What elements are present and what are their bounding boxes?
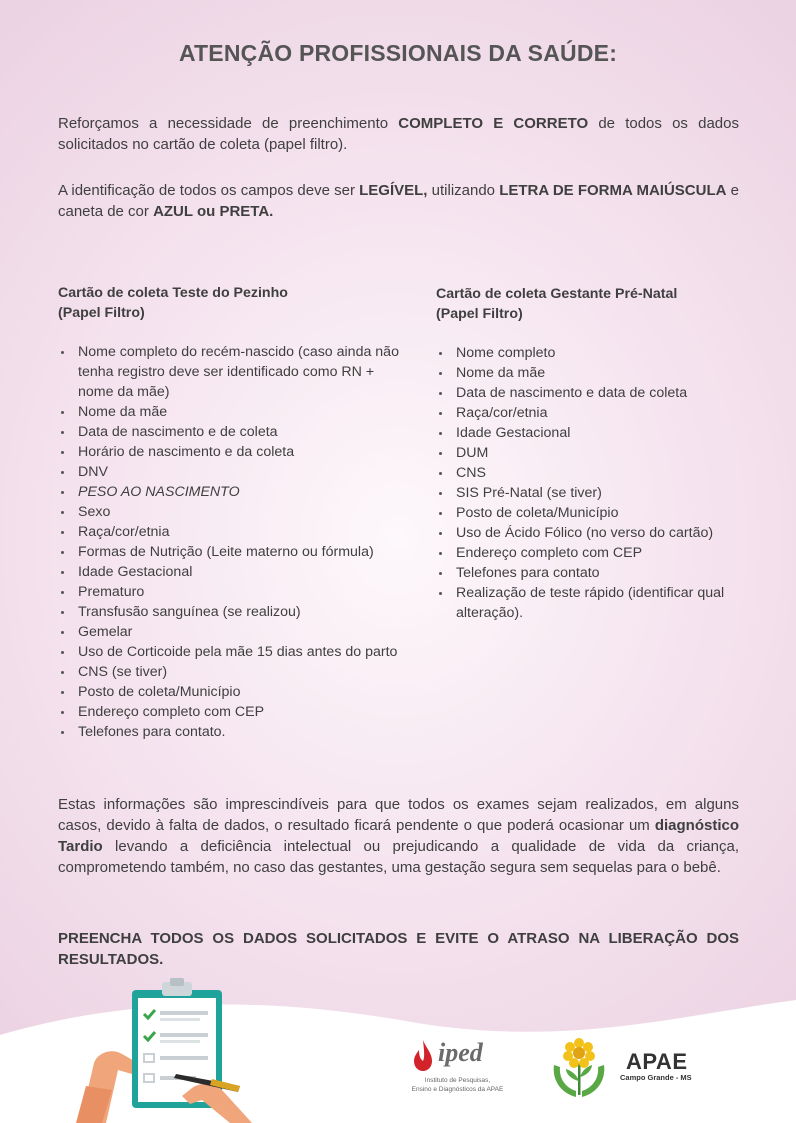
list-item: Nome da mãe [58, 402, 403, 422]
intro1-text: Reforçamos a necessidade de preenchimento [58, 115, 399, 132]
apae-logo [550, 1035, 710, 1100]
list-item: Horário de nascimento e da coleta [58, 442, 403, 462]
apae-flower-hands-icon [550, 1035, 608, 1099]
call-to-action: PREENCHA TODOS OS DADOS SOLICITADOS E EVITE O ATRASO NA LIBERAÇÃO DOS RESULTADOS. [58, 930, 739, 968]
list-item: Idade Gestacional [436, 423, 746, 443]
card-title-line: Cartão de coleta Gestante Pré-Natal [436, 286, 678, 302]
list-item: PESO AO NASCIMENTO [58, 482, 403, 502]
intro2-text: A identificação de todos os campos deve ser [58, 182, 360, 199]
list-item: Data de nascimento e data de coleta [436, 383, 746, 403]
apae-city: Campo Grande - MS [620, 1073, 692, 1082]
list-item: Uso de Corticoide pela mãe 15 dias antes do parto [58, 642, 403, 662]
closing-text-end: levando a deficiência intelectual ou prejudicando a qualidade de vida da criança, comprometendo também, no caso das gestantes, uma gestação segura sem sequelas para o bebê. [58, 838, 739, 876]
list-item: CNS [436, 463, 746, 483]
iped-logo [400, 1038, 515, 1103]
page-title: ATENÇÃO PROFISSIONAIS DA SAÚDE: [178, 40, 618, 66]
list-item: Raça/cor/etnia [58, 522, 403, 542]
list-item: Idade Gestacional [58, 562, 403, 582]
list-item: CNS (se tiver) [58, 662, 403, 682]
intro2-text: e caneta de cor [58, 182, 739, 220]
list-item: Nome completo do recém-nascido (caso ainda não tenha registro deve ser identificado como RN + nome da mãe) [58, 342, 403, 402]
list-item: Raça/cor/etnia [436, 403, 746, 423]
closing-text: Estas informações são imprescindíveis para que todos os exames sejam realizados, em alguns casos, devido à falta de dados, o resultado ficará pendente o que poderá ocasionar um [58, 796, 739, 834]
list-item: Formas de Nutrição (Leite materno ou fórmula) [58, 542, 403, 562]
closing-emphasis: diagnóstico Tardio [58, 817, 739, 855]
card-gestante-title [436, 284, 746, 324]
list-item: DUM [436, 443, 746, 463]
intro2-emphasis-legivel: LEGÍVEL, [359, 182, 428, 199]
clipboard-checklist-illustration [72, 978, 252, 1123]
intro-paragraph-legibility [58, 180, 739, 222]
iped-mark-icon [412, 1040, 434, 1072]
list-item: DNV [58, 462, 403, 482]
card-teste-pezinho-list [58, 342, 403, 742]
list-item: Posto de coleta/Município [436, 503, 746, 523]
iped-subtitle-line: Ensino e Diagnósticos da APAE [411, 1086, 504, 1093]
card-gestante-pre-natal [436, 284, 746, 623]
list-item: Telefones para contato [436, 563, 746, 583]
iped-subtitle-line: Instituto de Pesquisas, [424, 1077, 491, 1084]
intro2-text: utilizando [427, 182, 500, 199]
list-item: Nome completo [436, 343, 746, 363]
list-item: Endereço completo com CEP [436, 543, 746, 563]
list-item: Realização de teste rápido (identificar qual alteração). [436, 583, 746, 623]
iped-wordmark: iped [438, 1038, 483, 1067]
card-title-line: (Papel Filtro) [58, 305, 145, 321]
list-item: Sexo [58, 502, 403, 522]
intro1-text-end: de todos os dados solicitados no cartão de coleta (papel filtro). [58, 115, 739, 153]
card-title-line: (Papel Filtro) [436, 306, 523, 322]
card-gestante-list [436, 343, 746, 623]
card-title-line: Cartão de coleta Teste do Pezinho [58, 285, 288, 301]
intro1-emphasis: COMPLETO E CORRETO [398, 115, 589, 132]
closing-paragraph [58, 794, 739, 878]
list-item: Gemelar [58, 622, 403, 642]
apae-wordmark: APAE [626, 1049, 688, 1074]
list-item: Prematuro [58, 582, 403, 602]
list-item: Telefones para contato. [58, 722, 403, 742]
list-item: Transfusão sanguínea (se realizou) [58, 602, 403, 622]
list-item: Data de nascimento e de coleta [58, 422, 403, 442]
intro2-emphasis-cor: AZUL ou PRETA. [153, 203, 274, 220]
iped-subtitle [400, 1076, 515, 1094]
list-item: Posto de coleta/Município [58, 682, 403, 702]
list-item: Uso de Ácido Fólico (no verso do cartão) [436, 523, 746, 543]
intro2-emphasis-letra: LETRA DE FORMA MAIÚSCULA [499, 182, 727, 199]
list-item: Nome da mãe [436, 363, 746, 383]
card-teste-pezinho-title [58, 283, 403, 323]
intro-paragraph-completeness [58, 113, 739, 155]
list-item: Endereço completo com CEP [58, 702, 403, 722]
card-teste-pezinho [58, 283, 403, 742]
list-item: SIS Pré-Natal (se tiver) [436, 483, 746, 503]
